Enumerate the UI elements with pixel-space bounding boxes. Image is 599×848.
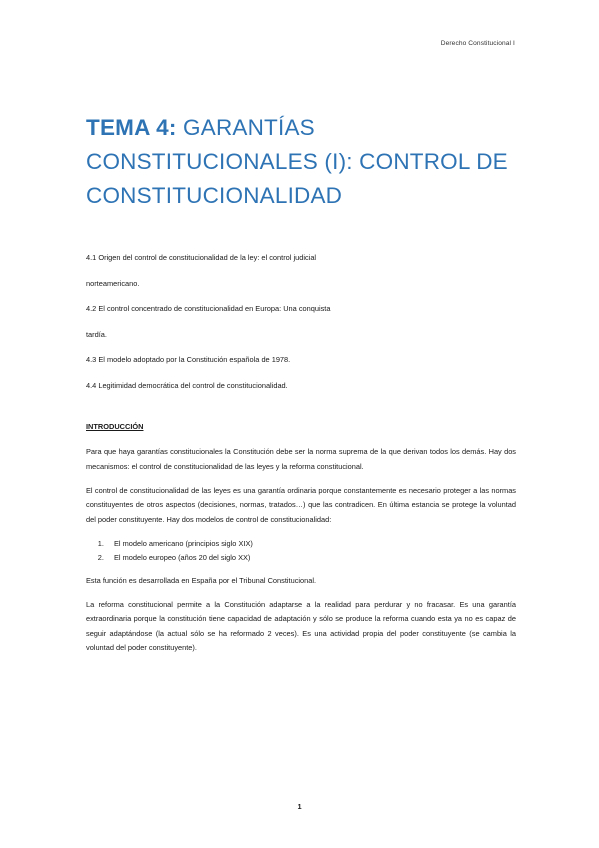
paragraph: Esta función es desarrollada en España por el Tribunal Constitucional. (86, 575, 317, 585)
paragraph: Para que haya garantías constitucionales la Constitución debe ser la norma suprema de la que derivan todos los demás. Hay dos mecanismos: el control de constitucionalidad de las leyes y la reforma constitucional. (86, 447, 516, 471)
title-rest: GARANTÍAS CONSTITUCIONALES (I): CONTROL DE CONSTITUCIONALIDAD (86, 115, 508, 208)
toc-line: 4.2 El control concentrado de constitucionalidad en Europa: Una conquista (86, 304, 331, 313)
toc-line: 4.1 Origen del control de constitucionalidad de la ley: el control judicial (86, 253, 317, 262)
toc-line: 4.3 El modelo adoptado por la Constitución española de 1978. (86, 355, 291, 364)
body-text (86, 445, 516, 665)
section-heading: INTRODUCCIÓN (86, 422, 144, 431)
paragraph: La reforma constitucional permite a la Constitución adaptarse a la realidad para perdurar y no fracasar. Es una garantía extraordinaria porque la constitución tiene capacidad de adaptación y sólo se produce la reforma cuando esta ya no es capaz de seguir adaptándose (la actual sólo se ha reformado 2 veces). Es una actividad propia del poder constituyente (se cambia la voluntad del poder constituyente). (86, 599, 516, 652)
title-lead: TEMA 4: (86, 115, 177, 140)
running-header: Derecho Constitucional I (440, 40, 515, 47)
page-number: 1 (297, 802, 302, 811)
list-item: 2. El modelo europeo (años 20 del siglo XX) (106, 551, 516, 565)
toc-line: tardía. (86, 329, 107, 339)
table-of-contents (86, 252, 526, 405)
page-title (86, 111, 526, 213)
toc-line: norteamericano. (86, 278, 140, 288)
models-list (86, 537, 516, 565)
list-item: 1. El modelo americano (principios siglo XIX) (106, 537, 516, 551)
toc-line: 4.4 Legitimidad democrática del control de constitucionalidad. (86, 380, 288, 390)
paragraph: El control de constitucionalidad de las leyes es una garantía ordinaria porque constantemente es necesario proteger a las normas constituyentes de otros aspectos (decisiones, normas, tratados…) que las contradicen. En última estancia se protege la voluntad del poder constituyente. Hay dos modelos de control de constitucionalidad: (86, 485, 516, 524)
